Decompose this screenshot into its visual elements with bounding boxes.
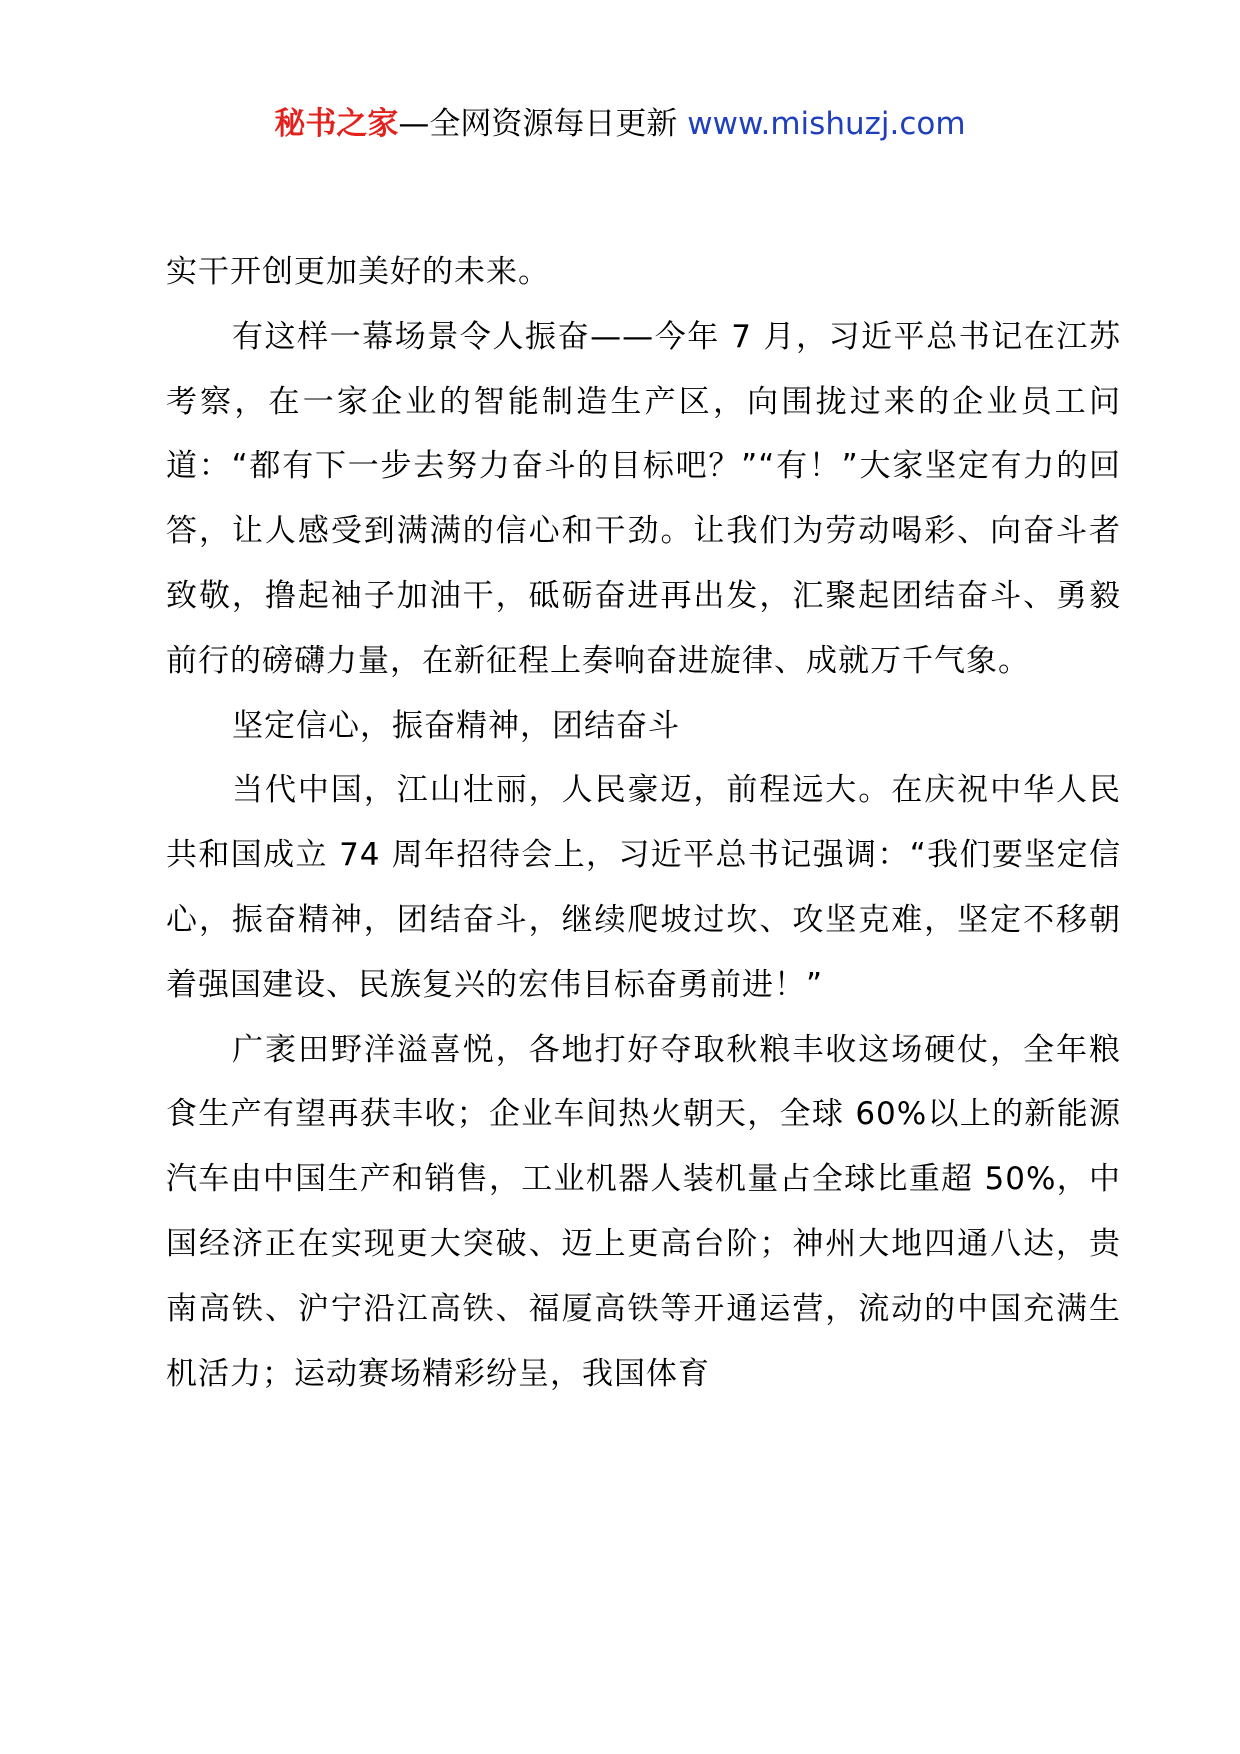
brand-name: 秘书之家 [274,106,399,142]
document-body [166,240,1121,1406]
paragraph: 当代中国，江山壮丽，人民豪迈，前程远大。在庆祝中华人民共和国成立 74 周年招待会上，习近平总书记强调：“我们要坚定信心，振奋精神，团结奋斗，继续爬坡过坎、攻坚克难，坚定不移朝着强国建设、民族复兴的宏伟目标奋勇前进！” [166,772,1121,1003]
paragraph: 广袤田野洋溢喜悦，各地打好夺取秋粮丰收这场硬仗，全年粮食生产有望再获丰收；企业车间热火朝天，全球 60%以上的新能源汽车由中国生产和销售，工业机器人装机量占全球比重超 50%，中国经济正在实现更大突破、迈上更高台阶；神州大地四通八达，贵南高铁、沪宁沿江高铁、福厦高铁等开通运营，流动的中国充满生机活力；运动赛场精彩纷呈，我国体育 [166,1031,1121,1392]
paragraph: 有这样一幕场景令人振奋——今年 7 月，习近平总书记在江苏考察，在一家企业的智能制造生产区，向围拢过来的企业员工问道：“都有下一步去努力奋斗的目标吧？”“有！”大家坚定有力的回答，让人感受到满满的信心和干劲。让我们为劳动喝彩、向奋斗者致敬，撸起袖子加油干，砥砺奋进再出发，汇聚起团结奋斗、勇毅前行的磅礴力量，在新征程上奏响奋进旋律、成就万千气象。 [166,318,1121,679]
header-slogan: —全网资源每日更新 [398,106,678,142]
site-url-link[interactable]: www.mishuzj.com [687,106,966,142]
paragraph-continuation: 实干开创更加美好的未来。 [166,254,550,290]
site-header [0,102,1240,146]
section-heading: 坚定信心，振奋精神，团结奋斗 [232,707,680,744]
